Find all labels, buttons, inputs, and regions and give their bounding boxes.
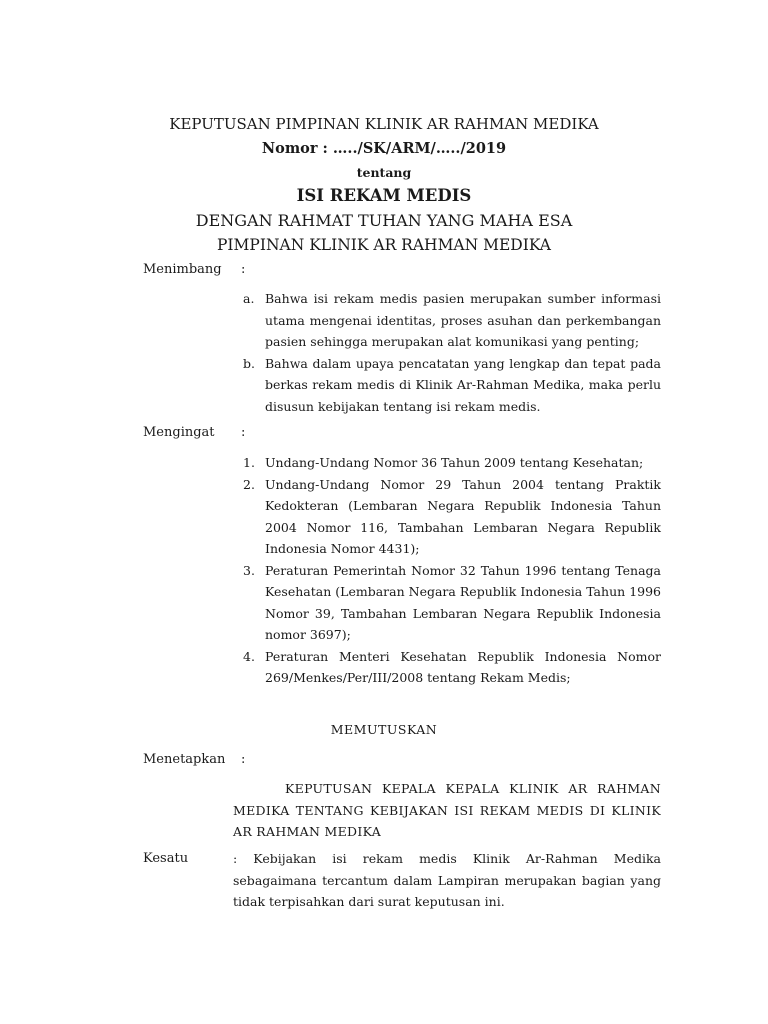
item-marker: 3. xyxy=(243,562,255,578)
menimbang-list xyxy=(243,288,661,417)
invocation: DENGAN RAHMAT TUHAN YANG MAHA ESA xyxy=(195,211,573,230)
mengingat-item xyxy=(243,452,661,474)
menetapkan-colon: : xyxy=(241,752,246,767)
mengingat-label: Mengingat xyxy=(143,425,215,440)
about-label: tentang xyxy=(356,165,412,180)
decree-title: KEPUTUSAN PIMPINAN KLINIK AR RAHMAN MEDIKA xyxy=(169,115,599,133)
menimbang-label: Menimbang xyxy=(143,262,222,277)
kesatu-label: Kesatu xyxy=(143,851,189,866)
decree-number: Nomor : …../SK/ARM/…../2019 xyxy=(261,140,507,157)
menimbang-item xyxy=(243,353,661,418)
item-text: Undang-Undang Nomor 29 Tahun 2004 tentang Praktik Kedokteran (Lembaran Negara Republik Indonesia Tahun 2004 Nomor 116, Tambahan Lembaran Negara Republik Indonesia Nomor 4431); xyxy=(265,476,661,556)
mengingat-item xyxy=(243,560,661,646)
menimbang-item xyxy=(243,288,661,353)
menetapkan-label: Menetapkan xyxy=(143,752,226,767)
item-text: Bahwa dalam upaya pencatatan yang lengkap dan tepat pada berkas rekam medis di Klinik Ar-Rahman Medika, maka perlu disusun kebijakan tentang isi rekam medis. xyxy=(265,355,661,414)
menimbang-colon: : xyxy=(241,262,246,277)
mengingat-list xyxy=(243,452,661,689)
item-text: Peraturan Menteri Kesehatan Republik Indonesia Nomor 269/Menkes/Per/III/2008 tentang Rekam Medis; xyxy=(265,648,661,685)
kesatu-text: : Kebijakan isi rekam medis Klinik Ar-Rahman Medika sebagaimana tercantum dalam Lampiran merupakan bagian yang tidak terpisahkan dari surat keputusan ini. xyxy=(233,851,661,909)
item-text: Peraturan Pemerintah Nomor 32 Tahun 1996 tentang Tenaga Kesehatan (Lembaran Negara Republik Indonesia Tahun 1996 Nomor 39, Tambahan Lembaran Negara Republik Indonesia nomor 3697); xyxy=(265,562,661,642)
mengingat-item xyxy=(243,474,661,560)
item-marker: 1. xyxy=(243,455,255,470)
mengingat-item xyxy=(243,646,661,689)
issuer-heading: PIMPINAN KLINIK AR RAHMAN MEDIKA xyxy=(216,236,551,254)
item-text: Undang-Undang Nomor 36 Tahun 2009 tentang Kesehatan; xyxy=(265,455,644,470)
item-marker: 2. xyxy=(243,476,255,492)
item-marker: b. xyxy=(243,355,255,371)
menetapkan-text: KEPUTUSAN KEPALA KEPALA KLINIK AR RAHMAN MEDIKA TENTANG KEBIJAKAN ISI REKAM MEDIS DI KLINIK AR RAHMAN MEDIKA xyxy=(233,781,661,839)
item-text: Bahwa isi rekam medis pasien merupakan sumber informasi utama mengenai identitas, proses asuhan dan perkembangan pasien sehingga merupakan alat komunikasi yang penting; xyxy=(265,291,661,349)
item-marker: a. xyxy=(243,291,255,306)
mengingat-colon: : xyxy=(241,425,246,440)
item-marker: 4. xyxy=(243,648,255,664)
decree-subject: ISI REKAM MEDIS xyxy=(296,186,472,205)
memutuskan-heading: MEMUTUSKAN xyxy=(330,722,438,737)
